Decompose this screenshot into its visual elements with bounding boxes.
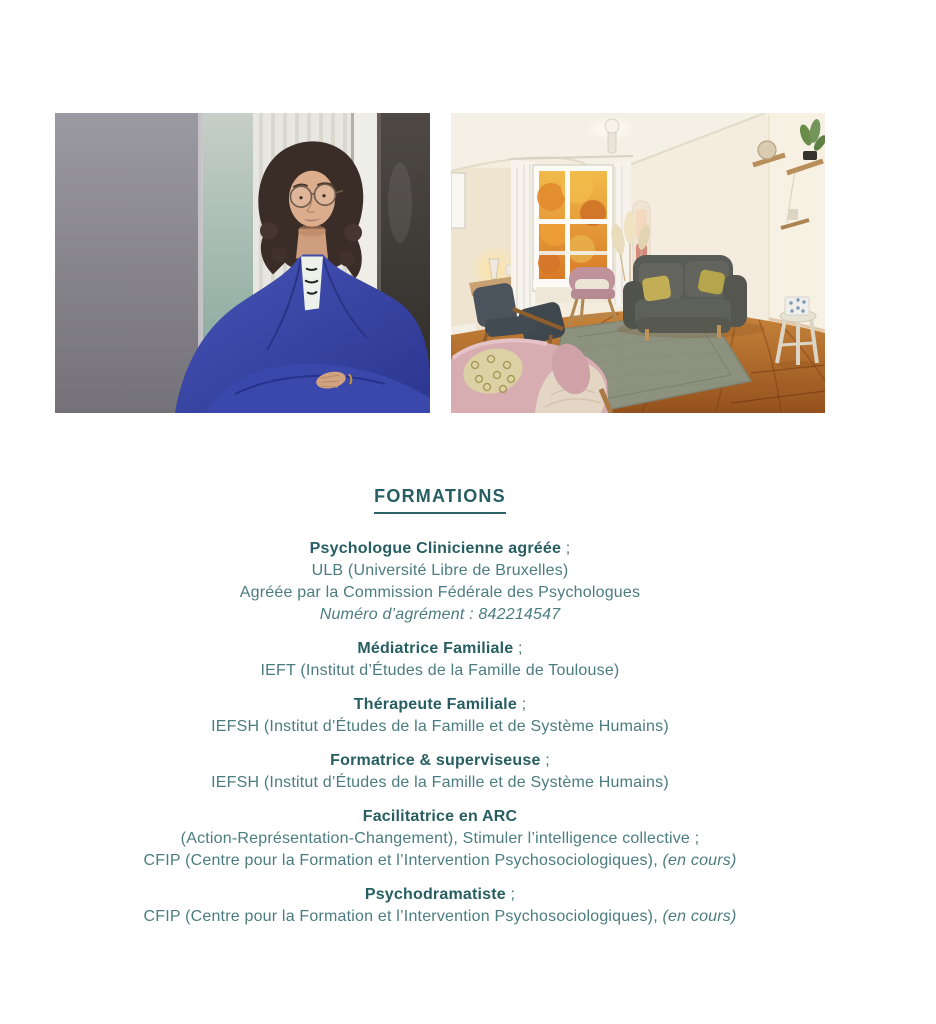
- formation-separator: ;: [516, 696, 527, 713]
- formation-detail: IEFT (Institut d’Études de la Famille de Toulouse): [260, 662, 620, 679]
- formation-heading: Formatrice & superviseuse: [330, 752, 541, 769]
- formation-entry-therapeute: [55, 694, 825, 738]
- formation-entry-formatrice: [55, 750, 825, 794]
- formation-entry-psychodramatiste: [55, 884, 825, 928]
- formation-heading: Facilitatrice en ARC: [362, 808, 518, 825]
- formation-heading-line: [55, 638, 825, 660]
- room-illustration: [451, 113, 825, 413]
- portrait-illustration: [55, 113, 430, 413]
- formation-detail: (Action-Représentation-Changement), Stimuler l’intelligence collective ;: [180, 830, 700, 847]
- formation-detail: IEFSH (Institut d’Études de la Famille et de Système Humains): [211, 718, 669, 735]
- formation-detail-text: CFIP (Centre pour la Formation et l’Intervention Psychosociologiques),: [143, 852, 663, 869]
- page-content: [55, 0, 825, 928]
- formation-heading: Psychodramatiste: [364, 886, 506, 903]
- formation-detail: [55, 850, 825, 872]
- formation-heading-line: [55, 538, 825, 560]
- formation-detail: IEFSH (Institut d’Études de la Famille et de Système Humains): [211, 774, 669, 791]
- formation-heading-line: [55, 694, 825, 716]
- formations-list: [55, 538, 825, 928]
- formation-separator: ;: [513, 640, 523, 657]
- portrait-photo: [55, 113, 430, 413]
- formation-entry-mediatrice: [55, 638, 825, 682]
- therapy-room-photo: [451, 113, 825, 413]
- formation-heading-line: [55, 750, 825, 772]
- formation-heading: Médiatrice Familiale: [357, 640, 514, 657]
- formation-detail: Agréée par la Commission Fédérale des Psychologues: [239, 584, 641, 601]
- formation-separator: ;: [505, 886, 516, 903]
- formation-detail-italic: Numéro d’agrément : 842214547: [319, 606, 561, 623]
- formation-detail-italic: (en cours): [662, 908, 737, 925]
- formation-entry-facilitatrice: [55, 806, 825, 872]
- formations-title: FORMATIONS: [374, 486, 506, 514]
- formation-detail-italic: (en cours): [662, 852, 737, 869]
- formation-heading: Thérapeute Familiale: [353, 696, 517, 713]
- formation-heading: Psychologue Clinicienne agréée: [309, 540, 562, 557]
- formation-separator: ;: [561, 540, 571, 557]
- formation-detail-text: CFIP (Centre pour la Formation et l’Intervention Psychosociologiques),: [143, 908, 663, 925]
- formation-heading-line: [55, 884, 825, 906]
- formations-section: [55, 486, 825, 928]
- formation-detail: ULB (Université Libre de Bruxelles): [311, 562, 569, 579]
- formation-separator: ;: [540, 752, 550, 769]
- formation-detail: [55, 906, 825, 928]
- formation-entry-psychologue: [55, 538, 825, 626]
- photo-row: [55, 113, 825, 413]
- formation-heading-line: [55, 806, 825, 828]
